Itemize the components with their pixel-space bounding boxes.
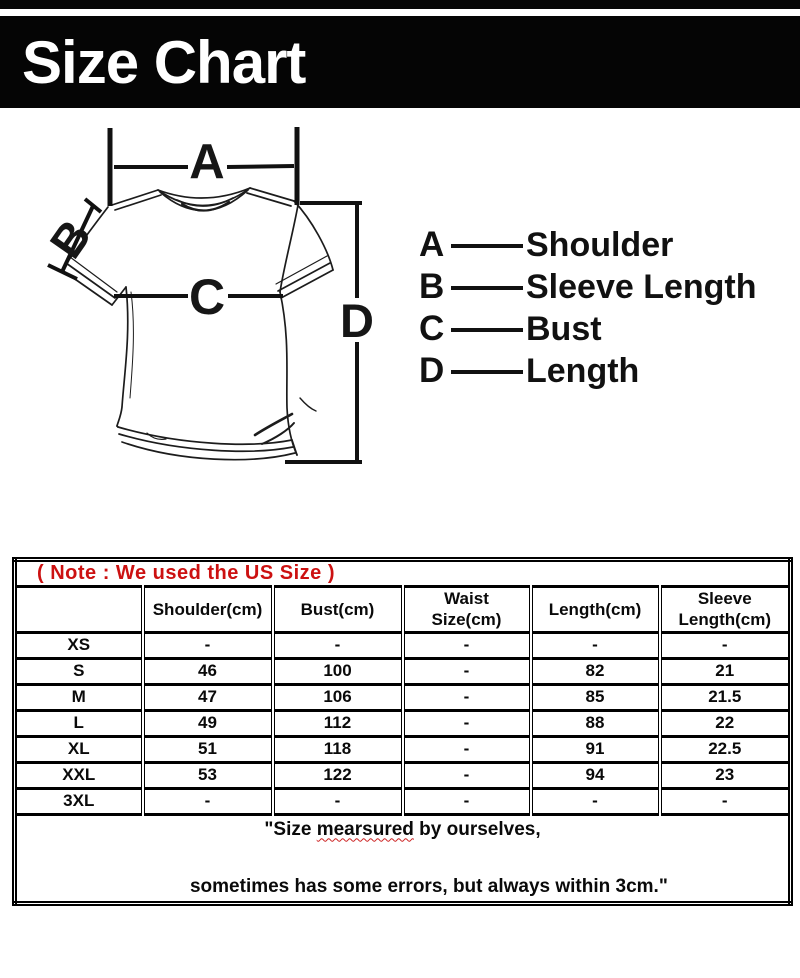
cell-shoulder: 51 xyxy=(143,736,273,762)
cell-bust: - xyxy=(273,788,403,814)
table-note-row xyxy=(15,560,791,587)
table-footer-row xyxy=(15,814,791,904)
column-header-bust: Bust(cm) xyxy=(273,587,403,633)
legend-dash-line xyxy=(451,370,523,374)
cell-waist: - xyxy=(403,762,531,788)
cell-length: 88 xyxy=(531,710,660,736)
size-row-m xyxy=(15,684,791,710)
cell-shoulder: - xyxy=(143,788,273,814)
legend-dash-line xyxy=(451,286,523,290)
diagram-label-c: C xyxy=(188,269,226,325)
measurement-diagram xyxy=(0,108,800,555)
cell-bust: 106 xyxy=(273,684,403,710)
measurement-legend xyxy=(419,224,757,392)
cell-sleeve-length: 21 xyxy=(660,658,791,684)
cell-length: 91 xyxy=(531,736,660,762)
legend-row-length xyxy=(419,350,757,392)
cell-sleeve-length: 22 xyxy=(660,710,791,736)
column-header-length: Length(cm) xyxy=(531,587,660,633)
page-title: Size Chart xyxy=(22,28,306,96)
size-row-xxl xyxy=(15,762,791,788)
table-footer-note xyxy=(15,814,791,904)
column-header-size xyxy=(15,587,143,633)
cell-waist: - xyxy=(403,658,531,684)
size-row-3xl xyxy=(15,788,791,814)
legend-dash-line xyxy=(451,244,523,248)
cell-sleeve-length: - xyxy=(660,788,791,814)
table-header-row xyxy=(15,587,791,633)
legend-label: Sleeve Length xyxy=(526,267,757,306)
size-table-section xyxy=(0,555,800,906)
cell-length: - xyxy=(531,788,660,814)
diagram-label-a: A xyxy=(189,135,225,189)
cell-length: - xyxy=(531,632,660,658)
cell-shoulder: - xyxy=(143,632,273,658)
size-row-l xyxy=(15,710,791,736)
cell-sleeve-length: 22.5 xyxy=(660,736,791,762)
cell-shoulder: 49 xyxy=(143,710,273,736)
legend-label: Length xyxy=(526,351,640,390)
column-header-sleeve-length: Sleeve Length(cm) xyxy=(660,587,791,633)
size-row-xl xyxy=(15,736,791,762)
diagram-label-d: D xyxy=(340,294,374,347)
cell-length: 82 xyxy=(531,658,660,684)
cell-bust: 118 xyxy=(273,736,403,762)
cell-sleeve-length: 21.5 xyxy=(660,684,791,710)
top-gap xyxy=(0,9,800,16)
cell-waist: - xyxy=(403,788,531,814)
size-label: S xyxy=(15,658,143,684)
legend-letter: A xyxy=(419,225,445,264)
legend-label: Bust xyxy=(526,309,602,348)
size-table xyxy=(12,557,793,906)
column-header-shoulder: Shoulder(cm) xyxy=(143,587,273,633)
cell-bust: 122 xyxy=(273,762,403,788)
cell-sleeve-length: - xyxy=(660,632,791,658)
size-label: XXL xyxy=(15,762,143,788)
cell-length: 94 xyxy=(531,762,660,788)
legend-row-shoulder xyxy=(419,224,757,266)
legend-row-sleeve-length xyxy=(419,266,757,308)
diagram-label-b: B xyxy=(39,210,102,268)
title-banner xyxy=(0,16,800,108)
top-divider-bar xyxy=(0,0,800,9)
size-row-xs xyxy=(15,632,791,658)
footer-text-pre: "Size xyxy=(264,818,317,840)
footer-text-post: by ourselves, xyxy=(413,818,541,840)
legend-dash-line xyxy=(451,328,523,332)
legend-letter: B xyxy=(419,267,445,306)
size-label: L xyxy=(15,710,143,736)
cell-bust: 112 xyxy=(273,710,403,736)
legend-letter: C xyxy=(419,309,445,348)
legend-letter: D xyxy=(419,351,445,390)
legend-label: Shoulder xyxy=(526,225,674,264)
column-header-waist: Waist Size(cm) xyxy=(403,587,531,633)
cell-waist: - xyxy=(403,736,531,762)
size-row-s xyxy=(15,658,791,684)
cell-waist: - xyxy=(403,684,531,710)
footer-misspelled-word: mearsured xyxy=(316,818,414,840)
cell-length: 85 xyxy=(531,684,660,710)
cell-waist: - xyxy=(403,632,531,658)
size-label: XS xyxy=(15,632,143,658)
cell-sleeve-length: 23 xyxy=(660,762,791,788)
size-label: XL xyxy=(15,736,143,762)
cell-waist: - xyxy=(403,710,531,736)
cell-bust: - xyxy=(273,632,403,658)
size-label: 3XL xyxy=(15,788,143,814)
footer-line2: sometimes has some errors, but always within 3cm." xyxy=(189,875,668,897)
cell-shoulder: 53 xyxy=(143,762,273,788)
size-label: M xyxy=(15,684,143,710)
table-note: ( Note : We used the US Size ) xyxy=(15,560,791,587)
cell-shoulder: 46 xyxy=(143,658,273,684)
legend-row-bust xyxy=(419,308,757,350)
cell-bust: 100 xyxy=(273,658,403,684)
cell-shoulder: 47 xyxy=(143,684,273,710)
